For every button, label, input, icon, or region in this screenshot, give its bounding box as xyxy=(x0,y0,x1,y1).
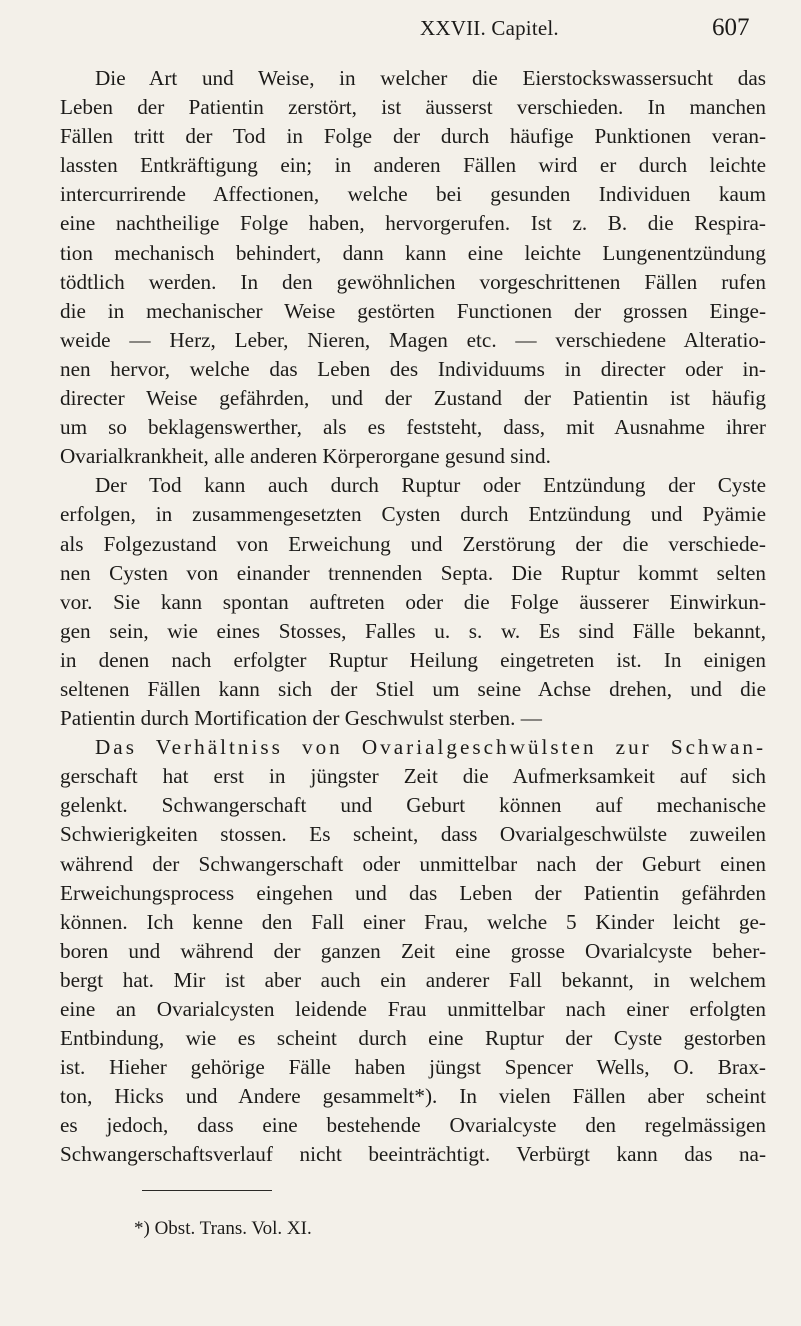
text-line: Fällen tritt der Tod in Folge der durch häufige Punktionen veran- xyxy=(60,124,766,149)
chapter-heading: XXVII. Capitel. xyxy=(420,16,559,40)
text-line: tödtlich werden. In den gewöhnlichen vorgeschrittenen Fällen rufen xyxy=(60,269,766,294)
text-line: Schwangerschaftsverlauf nicht beeinträchtigt. Verbürgt kann das na- xyxy=(60,1142,766,1167)
text-line: nen Cysten von einander trennenden Septa. Die Ruptur kommt selten xyxy=(60,560,766,585)
footnote-divider xyxy=(142,1190,272,1191)
text-line: Leben der Patientin zerstört, ist äusserst verschieden. In manchen xyxy=(60,95,766,120)
text-line: gelenkt. Schwangerschaft und Geburt können auf mechanische xyxy=(60,793,766,818)
text-line: als Folgezustand von Erweichung und Zerstörung der die verschiede- xyxy=(60,531,766,556)
text-line: gerschaft hat erst in jüngster Zeit die Aufmerksamkeit auf sich xyxy=(60,764,766,789)
page-number: 607 xyxy=(712,14,750,41)
text-line: um so beklagenswerther, als es feststeht, dass, mit Ausnahme ihrer xyxy=(60,415,766,440)
text-line: bergt hat. Mir ist aber auch ein anderer Fall bekannt, in welchem xyxy=(60,967,766,992)
text-line: Die Art und Weise, in welcher die Eierstockswassersucht das xyxy=(95,66,766,90)
text-line: die in mechanischer Weise gestörten Functionen der grossen Einge- xyxy=(60,298,766,323)
text-line: gen sein, wie eines Stosses, Falles u. s. w. Es sind Fälle bekannt, xyxy=(60,618,766,643)
text-line: vor. Sie kann spontan auftreten oder die Folge äusserer Einwirkun- xyxy=(60,589,766,614)
body-text xyxy=(60,64,766,1170)
text-line: eine nachtheilige Folge haben, hervorgerufen. Ist z. B. die Respira- xyxy=(60,211,766,236)
text-line: nen hervor, welche das Leben des Individuums in directer oder in- xyxy=(60,356,766,381)
text-line: boren und während der ganzen Zeit eine grosse Ovarialcyste beher- xyxy=(60,938,766,963)
text-line: Schwierigkeiten stossen. Es scheint, dass Ovarialgeschwülste zuweilen xyxy=(60,822,766,847)
text-line: Das Verhältniss von Ovarialgeschwülsten zur Schwan- xyxy=(95,735,766,760)
text-line: weide — Herz, Leber, Nieren, Magen etc. — verschiedene Alteratio- xyxy=(60,327,766,352)
running-header xyxy=(0,6,801,46)
text-line: während der Schwangerschaft oder unmittelbar nach der Geburt einen xyxy=(60,851,766,876)
text-line: Ovarialkrankheit, alle anderen Körperorgane gesund sind. xyxy=(60,444,551,469)
footnote: *) Obst. Trans. Vol. XI. xyxy=(134,1218,312,1239)
text-line: erfolgen, in zusammengesetzten Cysten durch Entzündung und Pyämie xyxy=(60,502,766,527)
text-line: directer Weise gefährden, und der Zustand der Patientin ist häufig xyxy=(60,386,766,411)
text-line: intercurrirende Affectionen, welche bei gesunden Individuen kaum xyxy=(60,182,766,207)
text-line: Erweichungsprocess eingehen und das Leben der Patientin gefährden xyxy=(60,880,766,905)
text-line: ton, Hicks und Andere gesammelt*). In vielen Fällen aber scheint xyxy=(60,1084,766,1109)
text-line: Der Tod kann auch durch Ruptur oder Entzündung der Cyste xyxy=(95,473,766,498)
text-line: tion mechanisch behindert, dann kann eine leichte Lungenentzündung xyxy=(60,240,766,265)
text-line: Entbindung, wie es scheint durch eine Ruptur der Cyste gestorben xyxy=(60,1026,766,1051)
text-line: ist. Hieher gehörige Fälle haben jüngst Spencer Wells, O. Brax- xyxy=(60,1055,766,1080)
text-line: es jedoch, dass eine bestehende Ovarialcyste den regelmässigen xyxy=(60,1113,766,1138)
text-line: seltenen Fällen kann sich der Stiel um seine Achse drehen, und die xyxy=(60,676,766,701)
text-line: Patientin durch Mortification der Geschwulst sterben. — xyxy=(60,706,542,731)
text-line: in denen nach erfolgter Ruptur Heilung eingetreten ist. In einigen xyxy=(60,647,766,672)
text-line: können. Ich kenne den Fall einer Frau, welche 5 Kinder leicht ge- xyxy=(60,909,766,934)
text-line: lassten Entkräftigung ein; in anderen Fällen wird er durch leichte xyxy=(60,153,766,178)
text-line: eine an Ovarialcysten leidende Frau unmittelbar nach einer erfolgten xyxy=(60,997,766,1021)
